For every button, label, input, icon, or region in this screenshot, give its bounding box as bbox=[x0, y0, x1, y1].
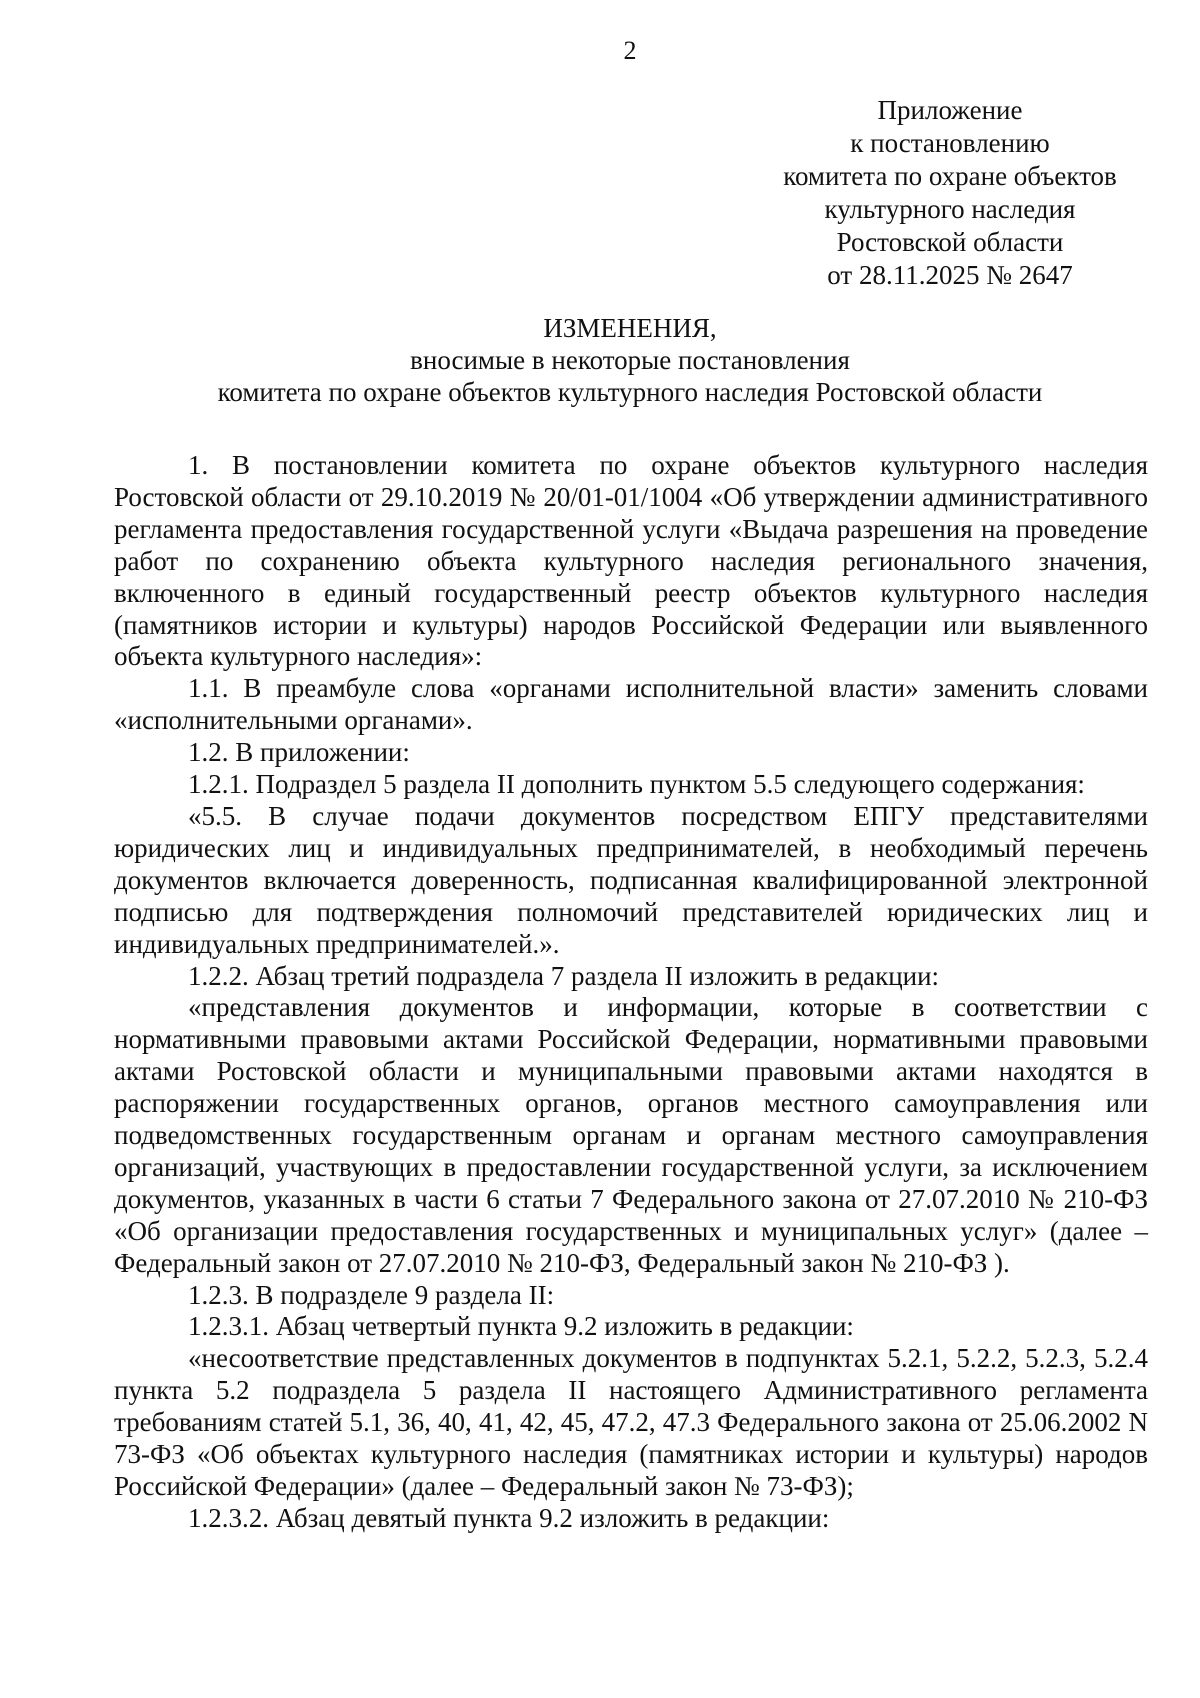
page-number: 2 bbox=[623, 36, 637, 65]
paragraph: 1. В постановлении комитета по охране объектов культурного наследия Ростовской области от 29.10.2019 № 20/01-01/1004 «Об утверждении административного регламента предоставления государственной услуги «Выдача разрешения на проведение работ по сохранению объекта культурного наследия регионального значения, включенного в единый государственный реестр объектов культурного наследия (памятников истории и культуры) народов Российской Федерации или выявленного объекта культурного наследия»: bbox=[114, 450, 1148, 672]
title-subtitle: комитета по охране объектов культурного наследия Ростовской области bbox=[217, 377, 1043, 407]
paragraph: 1.2.3. В подразделе 9 раздела II: bbox=[188, 1279, 555, 1310]
document-title bbox=[0, 312, 1200, 408]
appendix-line: Ростовской области bbox=[836, 227, 1064, 257]
appendix-line: комитета по охране объектов bbox=[783, 161, 1117, 191]
appendix-block bbox=[740, 94, 1160, 292]
paragraph: «представления документов и информации, которые в соответствии с нормативными правовыми актами Российской Федерации, нормативными правовыми актами Ростовской области и муниципальными правовыми актами находятся в распоряжении государственных органов, органов местного самоуправления или подведомственных государственным органам и органам местного самоуправления организаций, участвующих в предоставлении государственной услуги, за исключением документов, указанных в части 6 статьи 7 Федерального закона от 27.07.2010 № 210-ФЗ «Об организации предоставления государственных и муниципальных услуг» (далее – Федеральный закон от 27.07.2010 № 210-ФЗ, Федеральный закон № 210-ФЗ ). bbox=[114, 992, 1148, 1278]
paragraph: 1.2. В приложении: bbox=[188, 737, 410, 768]
paragraph: 1.2.2. Абзац третий подраздела 7 раздела II изложить в редакции: bbox=[188, 960, 940, 991]
appendix-line: к постановлению bbox=[850, 128, 1050, 158]
appendix-line: культурного наследия bbox=[824, 194, 1076, 224]
appendix-line: Приложение bbox=[877, 95, 1023, 125]
paragraph: «несоответствие представленных документов в подпунктах 5.2.1, 5.2.2, 5.2.3, 5.2.4 пункта 5.2 подраздела 5 раздела II настоящего Административного регламента требованиям статей 5.1, 36, 40, 41, 42, 45, 47.2, 47.3 Федерального закона от 25.06.2002 N 73-ФЗ «Об объектах культурного наследия (памятниках истории и культуры) народов Российской Федерации» (далее – Федеральный закон № 73-ФЗ); bbox=[114, 1343, 1148, 1501]
appendix-line: от 28.11.2025 № 2647 bbox=[827, 260, 1073, 290]
paragraph: 1.1. В преамбуле слова «органами исполнительной власти» заменить словами «исполнительными органами». bbox=[114, 673, 1148, 736]
title-heading: ИЗМЕНЕНИЯ, bbox=[543, 313, 717, 343]
document-body bbox=[114, 450, 1148, 1535]
paragraph: «5.5. В случае подачи документов посредством ЕПГУ представителями юридических лиц и индивидуальных предпринимателей, в необходимый перечень документов включается доверенность, подписанная квалифицированной электронной подписью для подтверждения полномочий представителей юридических лиц и индивидуальных предпринимателей.». bbox=[114, 800, 1148, 959]
title-subtitle: вносимые в некоторые постановления bbox=[410, 345, 850, 375]
paragraph: 1.2.3.2. Абзац девятый пункта 9.2 изложить в редакции: bbox=[188, 1502, 830, 1533]
paragraph: 1.2.3.1. Абзац четвертый пункта 9.2 изложить в редакции: bbox=[188, 1311, 854, 1342]
paragraph: 1.2.1. Подраздел 5 раздела II дополнить пунктом 5.5 следующего содержания: bbox=[188, 769, 1085, 800]
